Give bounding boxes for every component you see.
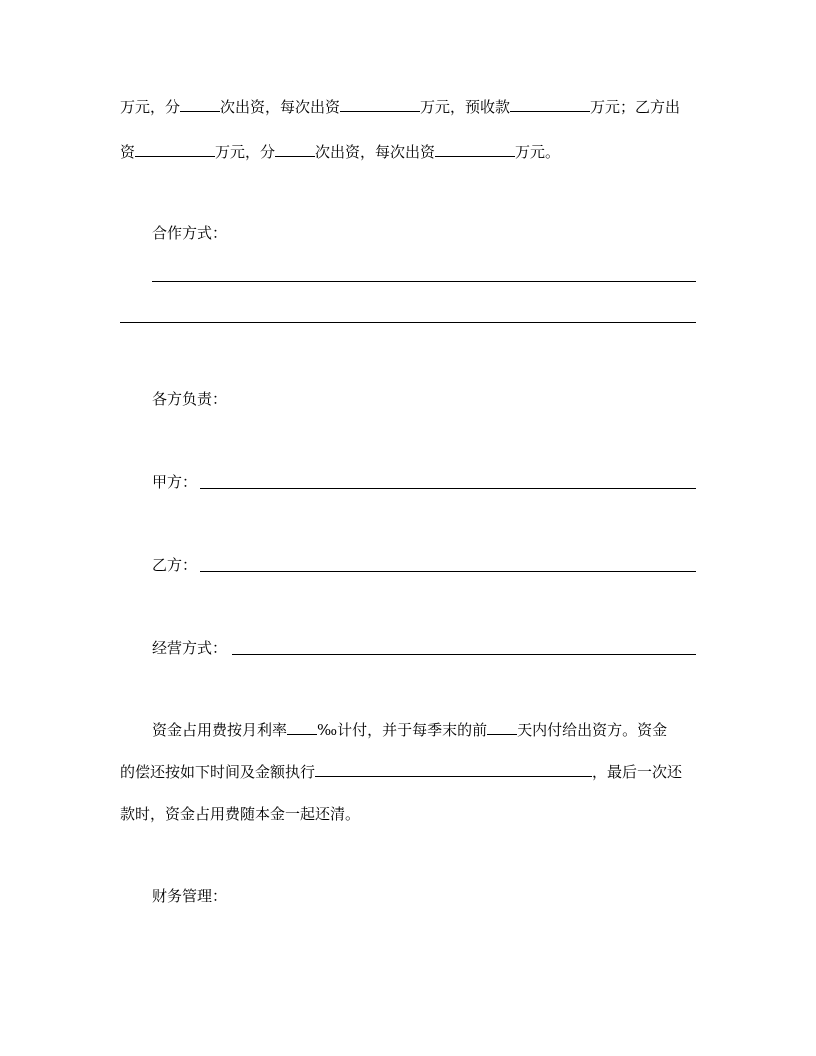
blank-field[interactable]	[180, 97, 220, 112]
text: 万元，分	[120, 98, 181, 116]
blank-field[interactable]	[315, 762, 592, 777]
fee-line-1	[152, 720, 667, 740]
cooperation-label: 合作方式：	[152, 224, 228, 242]
text: 万元，预收款	[420, 98, 511, 116]
text: 万元；乙方出	[590, 98, 681, 116]
investment-line-1	[120, 97, 680, 117]
text: 次出资，每次出资	[315, 143, 436, 161]
text: 的偿还按如下时间及金额执行	[120, 763, 316, 781]
blank-field[interactable]	[340, 97, 420, 112]
blank-field[interactable]	[487, 720, 517, 735]
blank-field[interactable]	[275, 142, 315, 157]
cooperation-blank-line-1[interactable]	[152, 281, 696, 282]
fee-line-2	[120, 762, 682, 782]
responsibility-label: 各方负责：	[152, 390, 228, 408]
party-a-blank-line[interactable]	[200, 488, 696, 489]
text: ，最后一次还	[592, 763, 683, 781]
investment-line-2	[120, 142, 560, 162]
operation-label: 经营方式：	[152, 639, 228, 657]
text: 天内付给出资方。资金	[517, 721, 668, 739]
party-a-label: 甲方：	[152, 473, 198, 491]
blank-field[interactable]	[435, 142, 515, 157]
operation-blank-line[interactable]	[232, 654, 696, 655]
text: 万元，分	[215, 143, 276, 161]
party-b-blank-line[interactable]	[200, 571, 696, 572]
party-b-label: 乙方：	[152, 556, 198, 574]
cooperation-blank-line-2[interactable]	[120, 322, 696, 323]
text: 次出资，每次出资	[220, 98, 341, 116]
text: 资	[120, 143, 136, 161]
blank-field[interactable]	[510, 97, 590, 112]
blank-field[interactable]	[287, 720, 317, 735]
text: 万元。	[515, 143, 561, 161]
finance-label: 财务管理：	[152, 887, 228, 905]
blank-field[interactable]	[135, 142, 215, 157]
text: ‰计付，并于每季末的前	[317, 721, 488, 739]
fee-line-3: 款时，资金占用费随本金一起还清。	[120, 805, 361, 823]
text: 资金占用费按月利率	[152, 721, 288, 739]
